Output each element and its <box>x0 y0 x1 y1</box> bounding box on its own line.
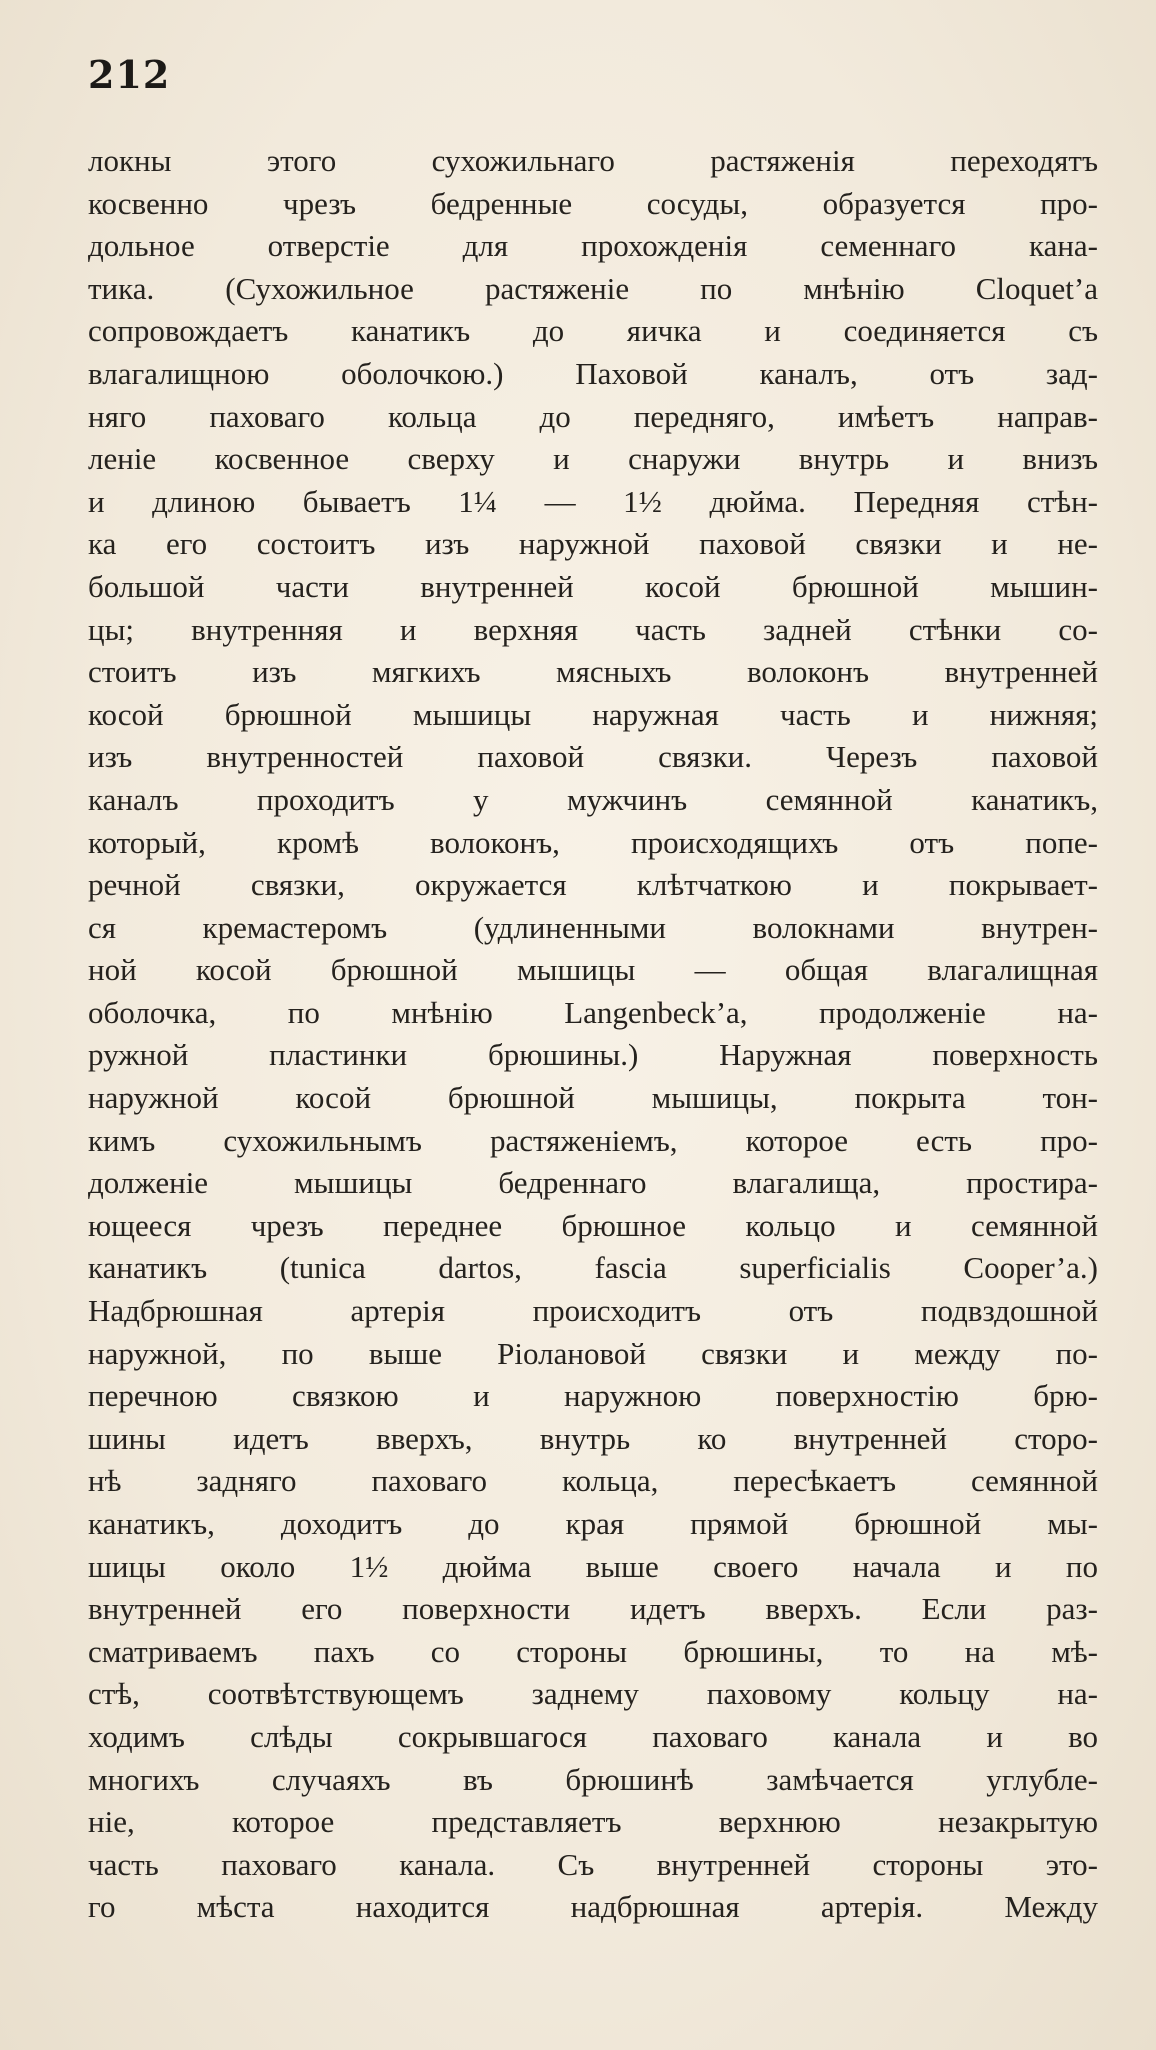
text-line: влагалищною оболочкою.) Паховой каналъ, отъ зад- <box>88 355 1098 391</box>
text-line: ходимъ слѣды сокрывшагося паховаго канала и во <box>88 1718 1098 1754</box>
text-line: канатикъ (tunica dartos, fascia superficialis Cooper’a.) <box>88 1250 1098 1286</box>
text-line: кимъ сухожильнымъ растяженіемъ, которое есть про- <box>88 1122 1098 1158</box>
text-line: долженіе мышицы бедреннаго влагалища, простира- <box>88 1165 1098 1201</box>
text-line: канатикъ, доходитъ до края прямой брюшной мы- <box>88 1506 1098 1541</box>
text-line: сматриваемъ пахъ со стороны брюшины, то на мѣ- <box>88 1633 1098 1669</box>
text-line: наружной, по выше Ріолановой связки и между по- <box>88 1335 1098 1371</box>
text-line: леніе косвенное сверху и снаружи внутрь и внизъ <box>88 441 1098 477</box>
text-line: внутренней его поверхности идетъ вверхъ. Если раз- <box>88 1591 1098 1627</box>
page-number: 212 <box>88 52 171 97</box>
text-line: косвенно чрезъ бедренные сосуды, образуется про- <box>88 185 1098 221</box>
text-line: цы; внутренняя и верхняя часть задней стѣнки со- <box>88 611 1098 647</box>
text-line: тика. (Сухожильное растяженіе по мнѣнію Cloquet’a <box>88 270 1098 306</box>
text-line: ся кремастеромъ (удлиненными волокнами внутрен- <box>88 909 1098 945</box>
text-line: ющееся чрезъ переднее брюшное кольцо и семянной <box>88 1207 1098 1243</box>
text-line: речной связки, окружается клѣтчаткою и покрывает- <box>88 867 1098 903</box>
text-line: Надбрюшная артерія происходитъ отъ подвздошной <box>88 1293 1098 1329</box>
text-line: дольное отверстіе для прохожденія семеннаго кана- <box>88 228 1098 264</box>
text-line: многихъ случаяхъ въ брюшинѣ замѣчается углубле- <box>88 1761 1098 1797</box>
text-line: няго паховаго кольца до передняго, имѣетъ направ- <box>88 398 1098 434</box>
text-line: каналъ проходитъ у мужчинъ семянной канатикъ, <box>88 781 1098 817</box>
text-line: ка его состоитъ изъ наружной паховой связки и не- <box>88 526 1098 562</box>
text-line: косой брюшной мышицы наружная часть и нижняя; <box>88 696 1098 732</box>
text-line: сопровождаетъ канатикъ до яичка и соединяется съ <box>88 313 1098 349</box>
text-line: перечною связкою и наружною поверхностію брю- <box>88 1378 1098 1414</box>
text-line: который, кромѣ волоконъ, происходящихъ отъ попе- <box>88 824 1098 860</box>
text-line: стоитъ изъ мягкихъ мясныхъ волоконъ внутренней <box>88 654 1098 690</box>
text-line: и длиною бываетъ 1¼ — 1½ дюйма. Передняя стѣн- <box>88 483 1098 519</box>
text-line: шины идетъ вверхъ, внутрь ко внутренней сторо- <box>88 1420 1098 1456</box>
text-line: большой части внутренней косой брюшной мышин- <box>88 568 1098 604</box>
text-line: часть паховаго канала. Съ внутренней стороны это- <box>88 1846 1098 1882</box>
text-line: изъ внутренностей паховой связки. Черезъ паховой <box>88 739 1098 775</box>
text-line: нѣ задняго паховаго кольца, пересѣкаетъ семянной <box>88 1463 1098 1499</box>
text-line: локны этого сухожильнаго растяженія переходятъ <box>88 143 1098 178</box>
text-line: стѣ, соотвѣтствующемъ заднему паховому кольцу на- <box>88 1676 1098 1712</box>
text-line: ружной пластинки брюшины.) Наружная поверхность <box>88 1037 1098 1073</box>
text-line: шицы около 1½ дюйма выше своего начала и по <box>88 1548 1098 1584</box>
text-line: оболочка, по мнѣнію Langenbeck’a, продолженіе на- <box>88 994 1098 1030</box>
text-line: ніе, которое представляетъ верхнюю незакрытую <box>88 1804 1098 1840</box>
text-line: наружной косой брюшной мышицы, покрыта тон- <box>88 1080 1098 1116</box>
text-line: ной косой брюшной мышицы — общая влагалищная <box>88 952 1098 988</box>
text-line: го мѣста находится надбрюшная артерія. Между <box>88 1889 1098 1925</box>
body-text <box>88 140 1098 1929</box>
